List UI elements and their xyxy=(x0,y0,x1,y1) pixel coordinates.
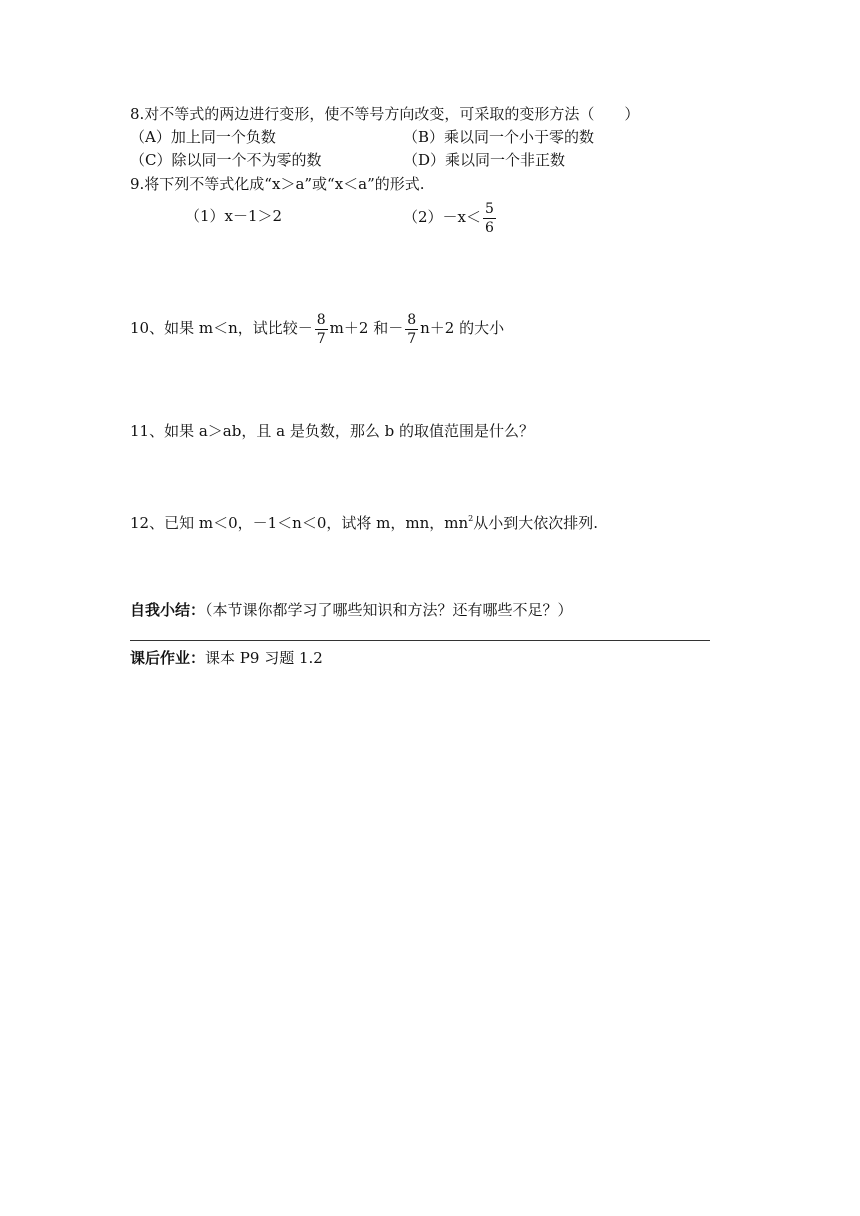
question-10-prefix: 10、如果 m＜n，试比较－ xyxy=(130,319,313,337)
question-8-option-b: （B）乘以同一个小于零的数 xyxy=(403,128,595,146)
fraction-numerator: 5 xyxy=(485,200,494,217)
fraction-five-sixths xyxy=(483,200,496,237)
fraction-denominator: 7 xyxy=(407,330,417,347)
question-9-part-2-prefix: （2）－x＜ xyxy=(403,208,482,226)
question-8-option-a: （A）加上同一个负数 xyxy=(130,128,276,146)
self-summary-text: （本节课你都学习了哪些知识和方法？还有哪些不足？） xyxy=(205,601,573,619)
question-9-part-2 xyxy=(403,198,498,237)
question-9-part-1: （1）x－1＞2 xyxy=(185,207,283,225)
question-10 xyxy=(130,309,504,348)
self-summary xyxy=(130,600,573,620)
question-8-stem: 8.对不等式的两边进行变形，使不等号方向改变，可采取的变形方法（ ） xyxy=(130,105,640,123)
question-11: 11、如果 a＞ab，且 a 是负数，那么 b 的取值范围是什么？ xyxy=(130,422,534,440)
fraction-numerator: 8 xyxy=(407,311,417,328)
exponent: 2 xyxy=(468,514,474,523)
question-12-prefix: 12、已知 m＜0，－1＜n＜0，试将 m，mn，mn xyxy=(130,514,469,532)
fraction-eight-sevenths-2 xyxy=(405,311,418,348)
fraction-numerator: 8 xyxy=(316,311,326,328)
homework-label: 课后作业： xyxy=(130,649,206,667)
question-10-middle: m＋2 和－ xyxy=(329,319,404,337)
fraction-denominator: 7 xyxy=(316,330,326,347)
fraction-denominator: 6 xyxy=(485,219,494,236)
homework xyxy=(130,648,323,668)
question-12-suffix: 从小到大依次排列. xyxy=(473,514,599,532)
question-8-option-d: （D）乘以同一个非正数 xyxy=(403,151,566,169)
question-8-option-c: （C）除以同一个不为零的数 xyxy=(130,151,322,169)
divider-line xyxy=(130,640,710,641)
fraction-eight-sevenths-1 xyxy=(315,311,328,348)
question-12 xyxy=(130,513,598,533)
question-10-suffix: n＋2 的大小 xyxy=(420,319,505,337)
homework-text: 课本 P9 习题 1.2 xyxy=(205,649,323,667)
question-9-stem: 9.将下列不等式化成“x＞a”或“x＜a”的形式. xyxy=(130,175,425,193)
self-summary-label: 自我小结： xyxy=(130,601,206,619)
